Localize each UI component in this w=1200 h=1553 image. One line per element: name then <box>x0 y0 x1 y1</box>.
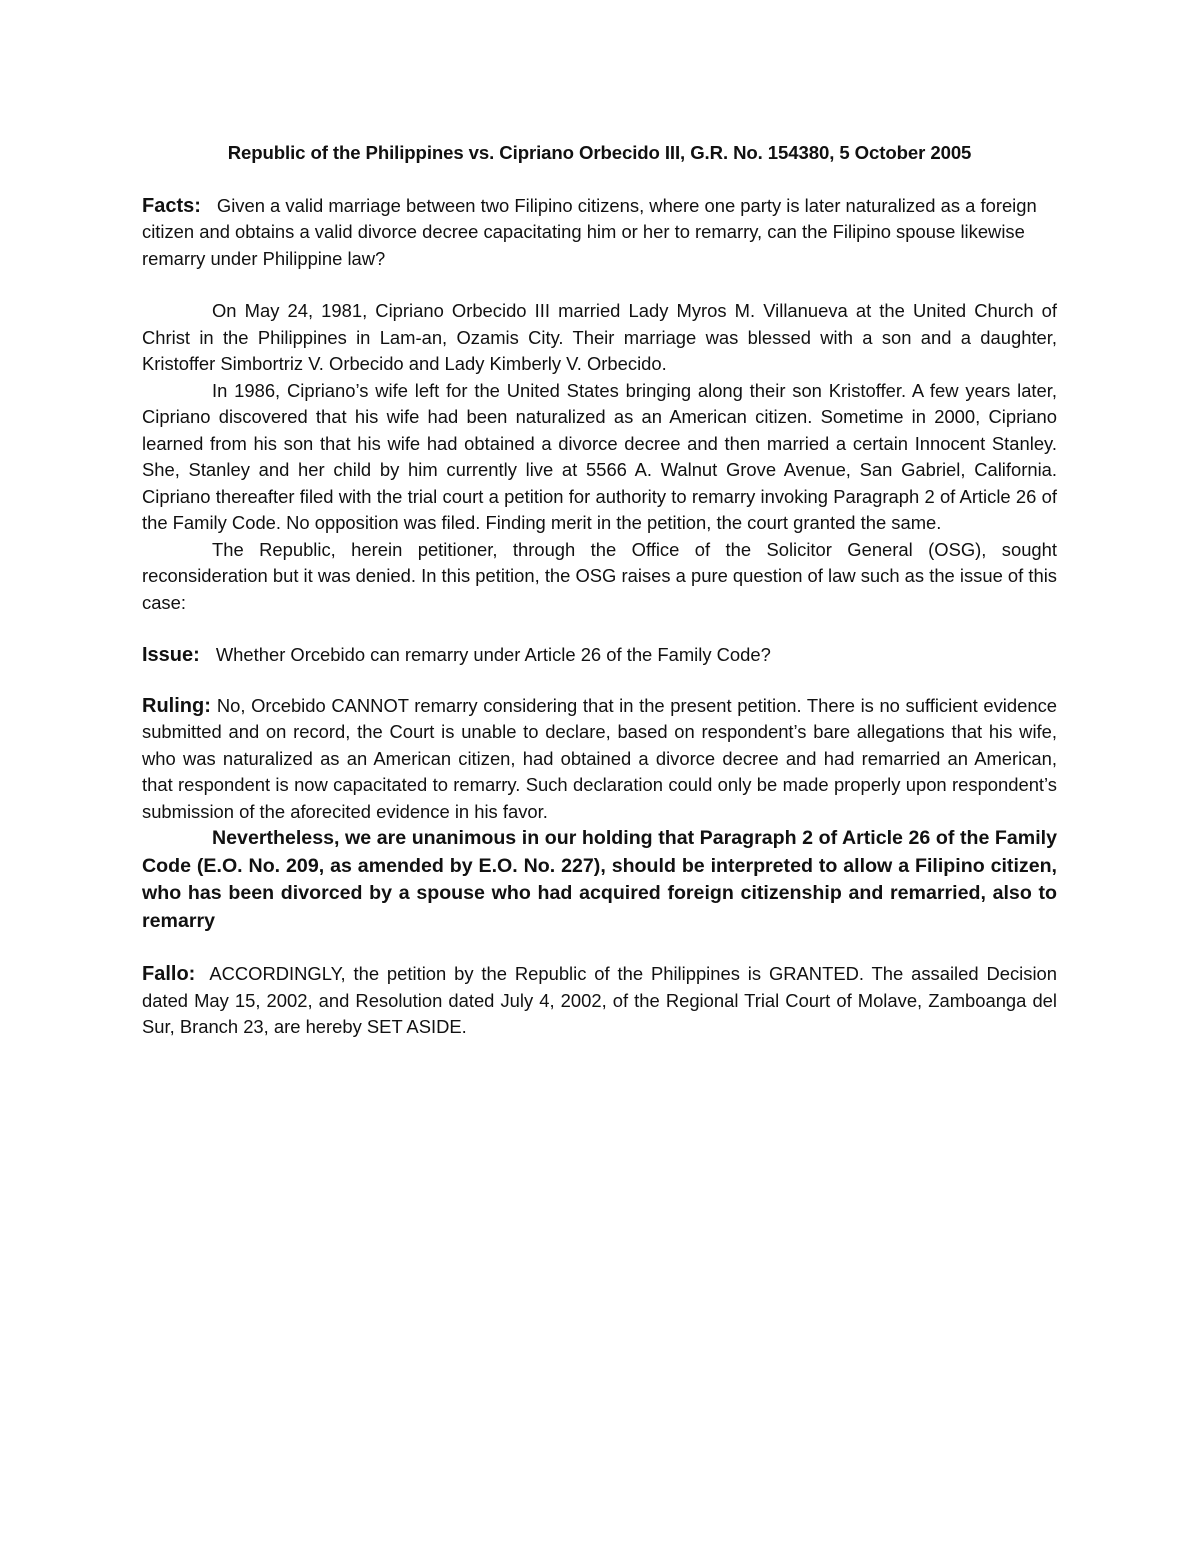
issue-text: Whether Orcebido can remarry under Article 26 of the Family Code? <box>215 644 771 665</box>
facts-label: Facts: <box>142 194 201 217</box>
fallo-label: Fallo: <box>142 963 196 985</box>
ruling-section <box>142 693 1057 826</box>
facts-section <box>142 193 1057 273</box>
facts-paragraph-1: On May 24, 1981, Cipriano Orbecido III married Lady Myros M. Villanueva at the United Church of Christ in the Philippines in Lam-an, Ozamis City. Their marriage was blessed with a son and a daughter, Kristoffer Simbortriz V. Orbecido and Lady Kimberly V. Orbecido. <box>142 300 1057 374</box>
issue-label: Issue: <box>142 644 200 666</box>
case-title: Republic of the Philippines vs. Cipriano Orbecido III, G.R. No. 154380, 5 October 2005 <box>227 142 972 163</box>
facts-paragraph-3: The Republic, herein petitioner, through the Office of the Solicitor General (OSG), sought reconsideration but it was denied. In this petition, the OSG raises a pure question of law such as the issue of this case: <box>142 538 1057 613</box>
facts-paragraph-2: In 1986, Cipriano’s wife left for the United States bringing along their son Kristoffer. A few years later, Cipriano discovered that his wife had been naturalized as an American citizen. Sometime in 2000, Cipriano learned from his son that his wife had obtained a divorce decree and then married a certain Innocent Stanley. She, Stanley and her child by him currently live at 5566 A. Walnut Grove Avenue, San Gabriel, California. Cipriano thereafter filed with the trial court a petition for authority to remarry invoking Paragraph 2 of Article 26 of the Family Code. No opposition was filed. Finding merit in the petition, the court granted the same. <box>142 379 1057 533</box>
document-page <box>142 140 1057 1041</box>
issue-section <box>142 642 1057 669</box>
facts-question: Given a valid marriage between two Filipino citizens, where one party is later naturalized as a foreign citizen and obtains a valid divorce decree capacitating him or her to remarry, can the Filipino spouse likewise remarry under Philippine law? <box>142 194 1037 269</box>
ruling-emphasis: Nevertheless, we are unanimous in our holding that Paragraph 2 of Article 26 of the Family Code (E.O. No. 209, as amended by E.O. No. 227), should be interpreted to allow a Filipino citizen, who has been divorced by a spouse who had acquired foreign citizenship and remarried, also to remarry <box>142 827 1057 932</box>
ruling-text: No, Orcebido CANNOT remarry considering that in the present petition. There is no sufficient evidence submitted and on record, the Court is unable to declare, based on respondent’s bare allegations that his wife, who was naturalized as an American citizen, had obtained a divorce decree and had remarried an American, that respondent is now capacitated to remarry. Such declaration could only be made properly upon respondent’s submission of the aforecited evidence in his favor. <box>142 694 1057 822</box>
fallo-section <box>142 961 1057 1041</box>
ruling-label: Ruling: <box>142 694 211 717</box>
fallo-text: ACCORDINGLY, the petition by the Republic of the Philippines is GRANTED. The assailed Decision dated May 15, 2002, and Resolution dated July 4, 2002, of the Regional Trial Court of Molave, Zamboanga del Sur, Branch 23, are hereby SET ASIDE. <box>142 963 1057 1037</box>
